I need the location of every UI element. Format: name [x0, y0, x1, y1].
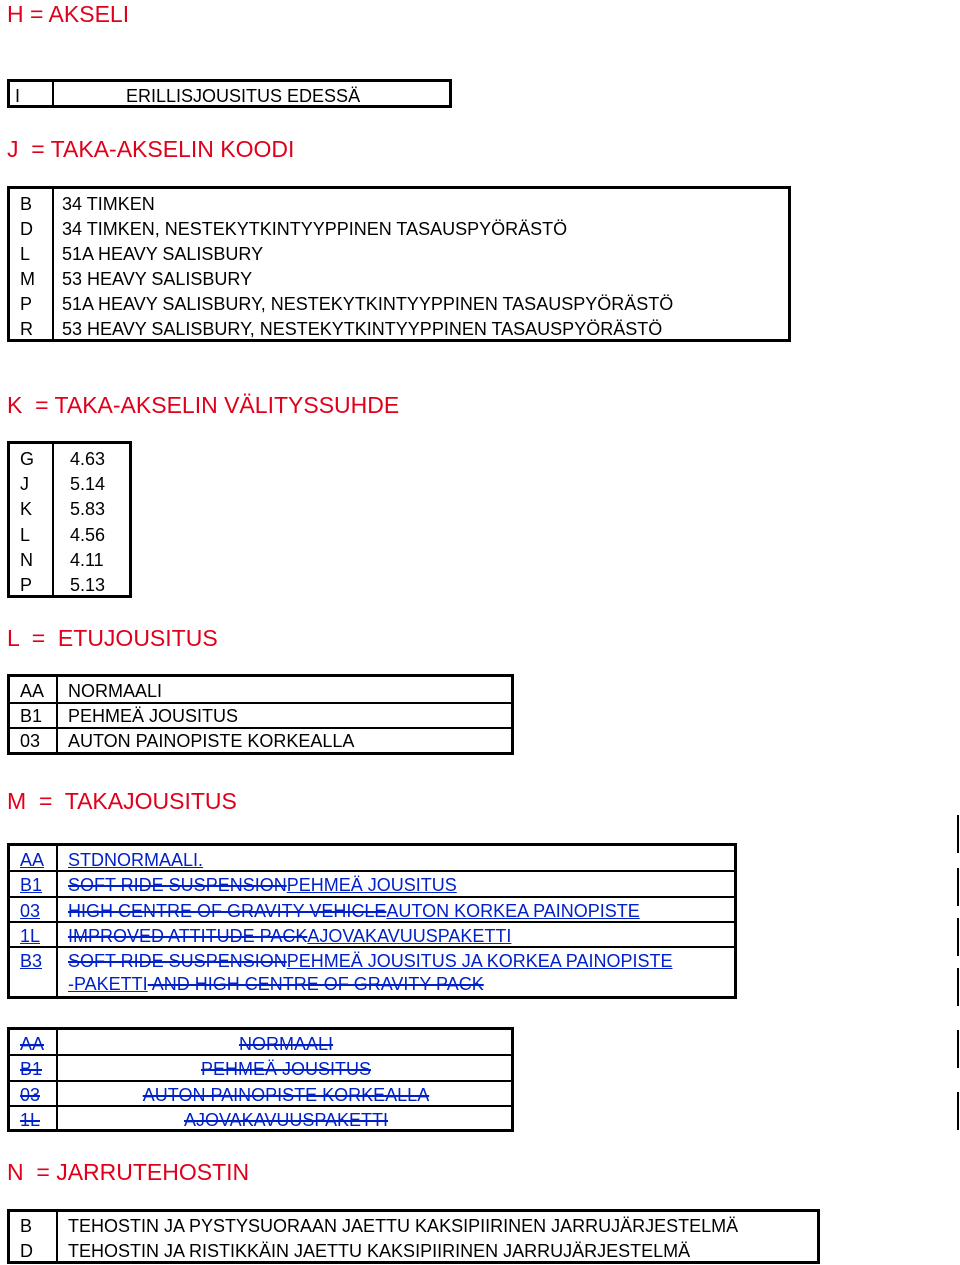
column-divider: [52, 189, 54, 339]
row-desc: 5.83: [70, 499, 106, 519]
inserted-text: PEHMEÄ JOUSITUS JA KORKEA PAINOPISTE: [286, 951, 673, 971]
deleted-text: AND HIGH CENTRE OF GRAVITY PACK: [147, 974, 484, 994]
inserted-text: -PAKETTI: [68, 974, 148, 994]
section-title-n: N = JARRUTEHOSTIN: [7, 1159, 250, 1185]
column-divider: [52, 82, 54, 105]
row-code: 1L: [20, 926, 41, 946]
deleted-text: STD: [68, 850, 104, 870]
change-bar: [957, 918, 959, 956]
row-code: P: [20, 294, 33, 314]
deleted-text: HIGH CENTRE OF GRAVITY VEHICLE: [68, 901, 387, 921]
row-code: B1: [20, 1059, 43, 1079]
table-l: [7, 674, 514, 755]
deleted-text: IMPROVED ATTITUDE PACK: [68, 926, 308, 946]
row-desc: 51A HEAVY SALISBURY: [62, 244, 264, 264]
row-desc: 53 HEAVY SALISBURY, NESTEKYTKINTYYPPINEN TASAUSPYÖRÄSTÖ: [62, 319, 663, 339]
row-code: L: [20, 244, 31, 264]
row-code: G: [20, 449, 35, 469]
row-desc: 53 HEAVY SALISBURY: [62, 269, 253, 289]
row-code: B3: [20, 951, 43, 971]
table-deleted: [7, 1027, 514, 1132]
section-title-k: K = TAKA-AKSELIN VÄLITYSSUHDE: [7, 392, 400, 418]
change-bar: [957, 1030, 959, 1068]
row-divider: [10, 1080, 511, 1082]
section-title-j: J = TAKA-AKSELIN KOODI: [7, 136, 295, 162]
row-divider: [10, 702, 511, 704]
change-bar: [957, 1092, 959, 1130]
row-desc: AUTON PAINOPISTE KORKEALLA: [142, 1085, 430, 1105]
column-divider: [56, 677, 58, 752]
row-desc: 4.63: [70, 449, 106, 469]
row-code: AA: [20, 850, 45, 870]
row-code: 03: [20, 901, 41, 921]
row-code: 03: [20, 1085, 41, 1105]
row-desc: 51A HEAVY SALISBURY, NESTEKYTKINTYYPPINEN TASAUSPYÖRÄSTÖ: [62, 294, 674, 314]
row-code: AA: [20, 1034, 45, 1054]
row-code: K: [20, 499, 33, 519]
deleted-text: SOFT RIDE SUSPENSION: [68, 875, 287, 895]
row-code: N: [20, 550, 33, 570]
row-code: AA: [20, 681, 45, 701]
table-k: [7, 441, 132, 598]
row-desc: 5.14: [70, 474, 106, 494]
row-code: D: [20, 219, 33, 239]
row-divider: [10, 727, 511, 729]
inserted-text: NORMAALI.: [104, 850, 204, 870]
row-code: L: [20, 525, 31, 545]
section-title-h: H = AKSELI: [7, 1, 130, 27]
row-desc: TEHOSTIN JA PYSTYSUORAAN JAETTU KAKSIPIIRINEN JARRUJÄRJESTELMÄ: [68, 1216, 739, 1236]
row-desc: NORMAALI: [238, 1034, 334, 1054]
row-desc: 4.11: [70, 550, 104, 570]
deleted-text: SOFT RIDE SUSPENSION: [68, 951, 287, 971]
row-code: 1L: [20, 1110, 41, 1130]
row-code: J: [20, 474, 29, 494]
row-code: B: [20, 194, 33, 214]
inserted-text: PEHMEÄ JOUSITUS: [286, 875, 457, 895]
table-j: [7, 186, 791, 342]
table-m: [7, 843, 737, 999]
section-title-m: M = TAKAJOUSITUS: [7, 788, 237, 814]
row-desc: 5.13: [70, 575, 106, 595]
row-desc: 34 TIMKEN: [62, 194, 155, 214]
row-code: B1: [20, 875, 43, 895]
row-divider: [10, 896, 734, 898]
table-n: [7, 1209, 820, 1264]
row-desc: ERILLISJOUSITUS EDESSÄ: [126, 86, 361, 106]
column-divider: [56, 1212, 58, 1261]
row-code: B: [20, 1216, 33, 1236]
change-bar: [957, 968, 959, 1006]
inserted-text: AUTON KORKEA PAINOPISTE: [386, 901, 640, 921]
row-code: R: [20, 319, 33, 339]
row-code: I: [15, 86, 21, 106]
section-title-l: L = ETUJOUSITUS: [7, 625, 218, 651]
row-desc: PEHMEÄ JOUSITUS: [200, 1059, 372, 1079]
row-code: P: [20, 575, 33, 595]
change-bar: [957, 868, 959, 906]
row-desc: AUTON PAINOPISTE KORKEALLA: [68, 731, 355, 751]
row-desc: 4.56: [70, 525, 106, 545]
row-code: D: [20, 1241, 33, 1261]
table-h: [7, 79, 452, 108]
row-desc: 34 TIMKEN, NESTEKYTKINTYYPPINEN TASAUSPYÖRÄSTÖ: [62, 219, 568, 239]
row-desc: PEHMEÄ JOUSITUS: [68, 706, 239, 726]
row-code: M: [20, 269, 35, 289]
row-code: 03: [20, 731, 41, 751]
change-bar: [957, 815, 959, 853]
inserted-text: AJOVAKAVUUSPAKETTI: [307, 926, 512, 946]
row-desc: TEHOSTIN JA RISTIKKÄIN JAETTU KAKSIPIIRINEN JARRUJÄRJESTELMÄ: [68, 1241, 691, 1261]
row-desc: NORMAALI: [68, 681, 163, 701]
column-divider: [52, 444, 54, 595]
row-desc: AJOVAKAVUUSPAKETTI: [183, 1110, 389, 1130]
row-code: B1: [20, 706, 43, 726]
